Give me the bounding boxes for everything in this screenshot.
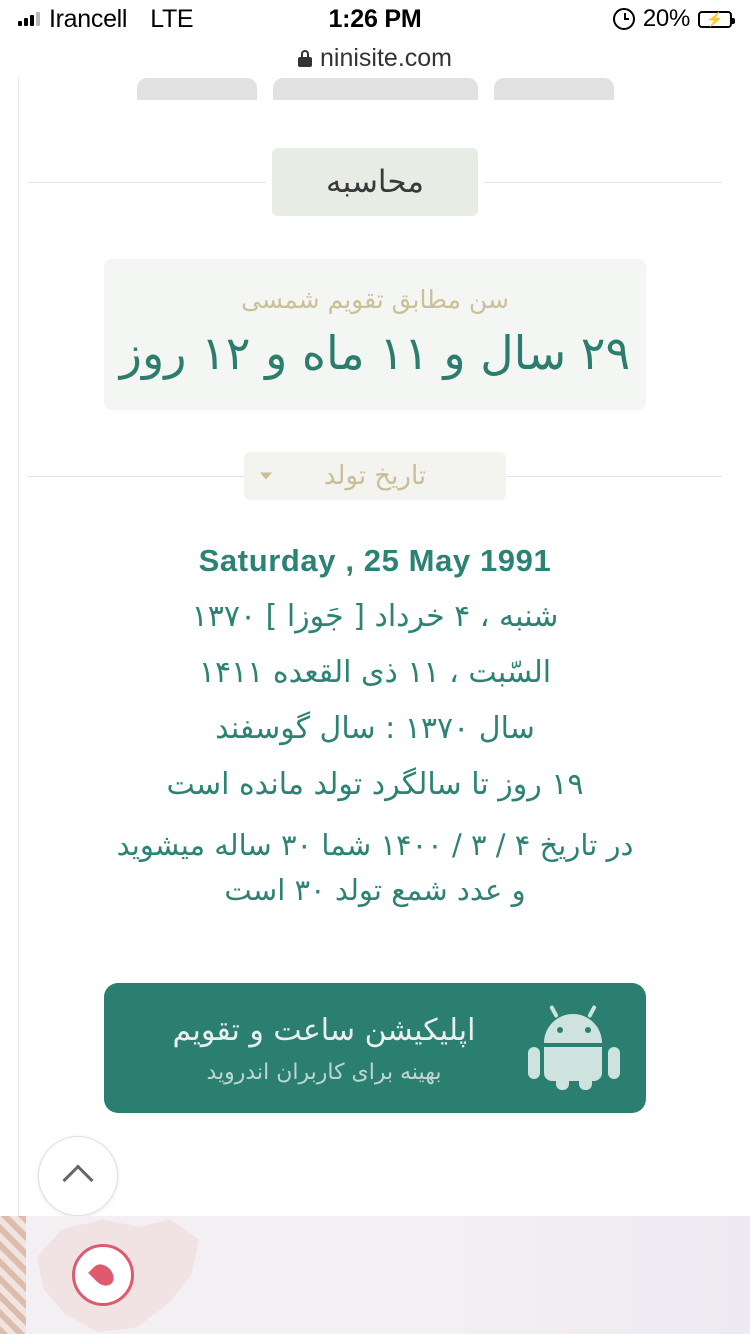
page-edge-divider — [18, 78, 19, 1256]
android-app-banner[interactable] — [104, 983, 646, 1113]
carrier-label: Irancell — [49, 4, 128, 33]
info-jalali-date: شنبه ، ۴ خرداد [ جَوزا ] ۱۳۷۰ — [191, 599, 559, 634]
calculate-row — [0, 148, 750, 216]
battery-percent-label: 20% — [642, 5, 690, 32]
divider-right — [28, 182, 266, 183]
birthdate-info-list — [0, 532, 750, 923]
divider-left — [484, 182, 722, 183]
footer-pattern-band — [0, 1216, 26, 1334]
app-banner-text — [138, 1011, 510, 1085]
divider-left-2 — [506, 476, 722, 477]
chevron-up-icon — [62, 1164, 93, 1195]
info-days-to-birthday: ۱۹ روز تا سالگرد تولد مانده است — [166, 767, 584, 802]
cut-off-chip[interactable] — [273, 78, 478, 100]
info-next-birthday-age: در تاریخ ۴ / ۳ / ۱۴۰۰ شما ۳۰ ساله میشوید و عدد شمع تولد ۳۰ است — [116, 828, 634, 907]
cut-off-chip[interactable] — [137, 78, 257, 100]
browser-url-bar[interactable] — [0, 38, 750, 78]
cut-off-button-row[interactable] — [0, 78, 750, 100]
scroll-to-top-button[interactable] — [38, 1136, 118, 1216]
web-page-viewport[interactable] — [0, 78, 750, 1334]
divider-right-2 — [28, 476, 244, 477]
info-animal-year: سال ۱۳۷۰ : سال گوسفند — [215, 711, 535, 746]
cut-off-chip[interactable] — [494, 78, 614, 100]
logo-drop-icon — [88, 1260, 118, 1290]
lock-icon — [298, 50, 312, 67]
site-logo[interactable] — [72, 1244, 134, 1306]
birthdate-select-label: تاریخ تولد — [323, 461, 427, 491]
age-result-panel — [104, 259, 646, 410]
clock-label: 1:26 PM — [328, 4, 422, 33]
android-robot-icon — [536, 1010, 612, 1086]
birthdate-select[interactable] — [244, 452, 506, 500]
status-bar-right — [613, 5, 732, 33]
birthdate-select-row — [0, 452, 750, 500]
result-value: ۲۹ سال و ۱۱ ماه و ۱۲ روز — [119, 326, 631, 380]
url-label: ninisite.com — [320, 43, 452, 72]
app-banner-subtitle: بهینه برای کاربران اندروید — [206, 1059, 442, 1085]
network-type-label: LTE — [150, 4, 194, 33]
chevron-down-icon — [260, 473, 272, 480]
battery-icon — [698, 11, 732, 28]
charging-bolt-icon: ⚡ — [706, 11, 724, 27]
footer-gradient — [450, 1216, 750, 1334]
info-hijri-date: السّبت ، ۱۱ ذی القعده ۱۴۱۱ — [198, 655, 552, 690]
calculate-button[interactable]: محاسبه — [272, 148, 478, 216]
info-gregorian-date: Saturday , 25 May 1991 — [198, 543, 552, 578]
app-banner-title: اپلیکیشن ساعت و تقویم — [172, 1012, 476, 1048]
result-label: سن مطابق تقویم شمسی — [241, 285, 509, 314]
ios-status-bar — [0, 0, 750, 38]
site-footer-strip — [0, 1216, 750, 1334]
alarm-icon — [613, 8, 635, 30]
